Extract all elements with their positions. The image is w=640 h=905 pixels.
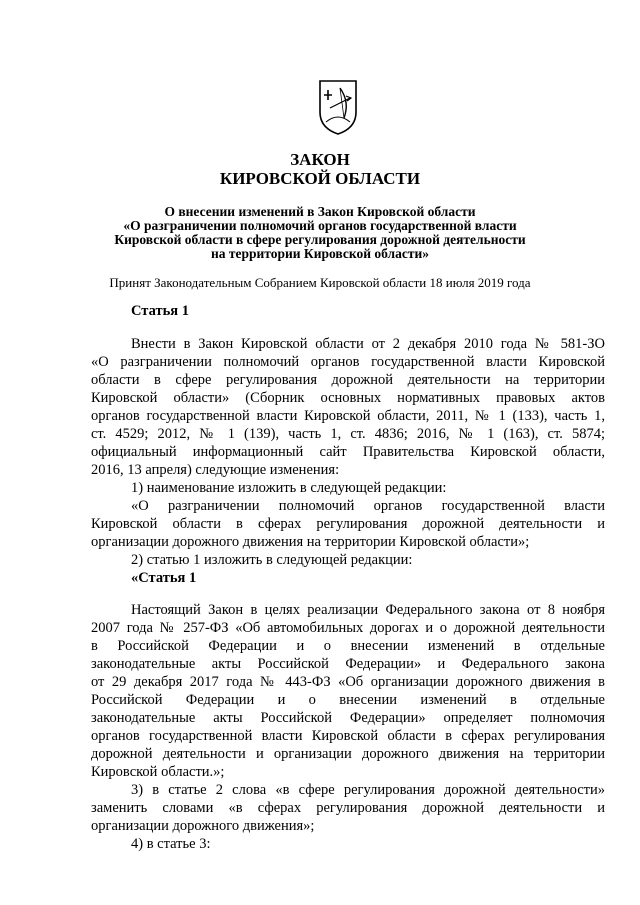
body-line: дорожной деятельности и организации дорожного движения на территории: [91, 746, 605, 762]
body-line: области в сфере регулирования дорожной деятельности на территории: [91, 372, 605, 388]
body-line: «О разграничении полномочий органов государственной власти Кировской: [91, 354, 605, 370]
subtitle-line: О внесении изменений в Закон Кировской области: [164, 204, 476, 219]
body-line: Кировской области» (Сборник основных нормативных правовых актов: [91, 390, 605, 406]
body-line: Кировской области.»;: [91, 764, 225, 780]
subtitle-line: Кировской области в сфере регулирования дорожной деятельности: [114, 232, 526, 247]
body-line: 3) в статье 2 слова «в сфере регулирования дорожной деятельности»: [131, 782, 605, 798]
body-line: заменить словами «в сферах регулирования дорожной деятельности и: [91, 800, 605, 816]
body-line: Российской Федерации и о внесении изменений в отдельные: [91, 692, 605, 708]
body-line: ст. 4529; 2012, № 1 (139), часть 1, ст. 4836; 2016, № 1 (163), ст. 5874;: [91, 426, 605, 442]
body-line: органов государственной власти Кировской области, 2011, № 1 (133), часть 1,: [91, 408, 605, 424]
body-line: 1) наименование изложить в следующей редакции:: [131, 480, 447, 496]
body-line: 2007 года № 257-ФЗ «Об автомобильных дорогах и о дорожной деятельности: [91, 620, 605, 636]
body-line: законодательные акты Российской Федерации» и Федерального закона: [91, 656, 605, 672]
body-line: Настоящий Закон в целях реализации Федерального закона от 8 ноября: [131, 602, 605, 618]
quoted-article-heading: «Статья 1: [131, 570, 197, 586]
body-line: Внести в Закон Кировской области от 2 декабря 2010 года № 581-ЗО: [131, 336, 605, 352]
document-title: ЗАКОН: [290, 150, 350, 169]
article-heading: Статья 1: [131, 303, 189, 319]
body-line: в Российской Федерации и о внесении изменений в отдельные: [91, 638, 605, 654]
body-line: органов государственной власти Кировской области в сферах регулирования: [91, 728, 605, 744]
body-line: 2016, 13 апреля) следующие изменения:: [91, 462, 340, 478]
body-line: официальный информационный сайт Правительства Кировской области,: [91, 444, 605, 460]
subtitle-line: «О разграничении полномочий органов государственной власти: [123, 218, 517, 233]
body-line: 2) статью 1 изложить в следующей редакции:: [131, 552, 413, 568]
document-region: КИРОВСКОЙ ОБЛАСТИ: [219, 169, 421, 188]
body-line: организации дорожного движения»;: [91, 818, 315, 834]
body-line: от 29 декабря 2017 года № 443-ФЗ «Об организации дорожного движения в: [91, 674, 605, 690]
body-line: законодательные акты Российской Федерации» определяет полномочия: [91, 710, 605, 726]
body-line: «О разграничении полномочий органов государственной власти: [131, 498, 605, 514]
adoption-note: Принят Законодательным Собранием Кировской области 18 июля 2019 года: [109, 275, 531, 290]
body-line: 4) в статье 3:: [131, 836, 211, 852]
body-line: Кировской области в сферах регулирования дорожной деятельности и: [91, 516, 605, 532]
coat-of-arms-icon: [316, 78, 360, 136]
subtitle-line: на территории Кировской области»: [210, 246, 430, 261]
body-line: организации дорожного движения на территории Кировской области»;: [91, 534, 530, 550]
